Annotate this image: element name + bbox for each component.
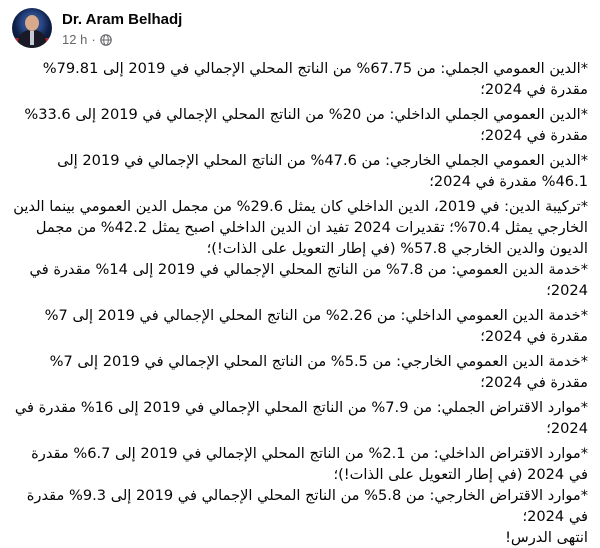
author-avatar[interactable] [12, 8, 52, 48]
post-line: *موارد الاقتراض الداخلي: من 2.1% من الناتج المحلي الإجمالي في 2019 إلى 6.7% مقدرة في 2024 (في إطار التعويل على الذات!)؛ [31, 445, 588, 483]
post-line: *خدمة الدين العمومي الخارجي: من 5.5% من الناتج المحلي الإجمالي في 2019 إلى 7% مقدرة في 2024؛ [49, 353, 588, 391]
post-line: *خدمة الدين العمومي: من 7.8% من الناتج المحلي الإجمالي في 2019 إلى 14% مقدرة في 2024؛ [29, 261, 588, 299]
post-line: *الدين العمومي الجملي الداخلي: من 20% من الناتج المحلي الإجمالي في 2019 إلى 33.6% مقدرة في 2024؛ [24, 106, 588, 144]
post-line: *خدمة الدين العمومي الداخلي: من 2.26% من الناتج المحلي الإجمالي في 2019 إلى 7% مقدرة في 2024؛ [44, 307, 588, 345]
post-header [12, 8, 182, 52]
author-name[interactable]: Dr. Aram Belhadj [62, 11, 183, 28]
avatar-face [25, 15, 39, 31]
post-body [12, 58, 588, 548]
separator-dot: · [91, 32, 96, 47]
post-closing-line: انتهى الدرس! [505, 529, 588, 546]
post-line: *موارد الاقتراض الجملي: من 7.9% من الناتج المحلي الإجمالي في 2019 إلى 16% مقدرة في 2024؛ [14, 399, 588, 437]
post-line: *تركيبة الدين: في 2019، الدين الداخلي كان يمثل 29.6% من مجمل الدين العمومي بينما الدين الخارجي يمثل 70.4%؛ تقديرات 2024 تفيد ان الدين الداخلي اصبح يمثل 42.2% من مجمل الديون والدين الخارجي 57.8% (في إطار التعويل على الذات!)؛ [13, 198, 588, 257]
post-subline [62, 32, 182, 48]
avatar-tie [30, 31, 34, 45]
post-line: *موارد الاقتراض الخارجي: من 5.8% من الناتج المحلي الإجمالي في 2019 إلى 9.3% مقدرة في 2024؛ [26, 487, 588, 525]
globe-icon[interactable] [100, 34, 112, 46]
post-timestamp[interactable]: 12 h [62, 32, 88, 47]
post-line: *الدين العمومي الجملي: من 67.75% من الناتج المحلي الإجمالي في 2019 إلى 79.81% مقدرة في 2024؛ [42, 60, 588, 98]
post-meta [62, 8, 182, 48]
post-line: *الدين العمومي الجملي الخارجي: من 47.6% من الناتج المحلي الإجمالي في 2019 إلى 46.1% مقدرة في 2024؛ [57, 152, 588, 190]
